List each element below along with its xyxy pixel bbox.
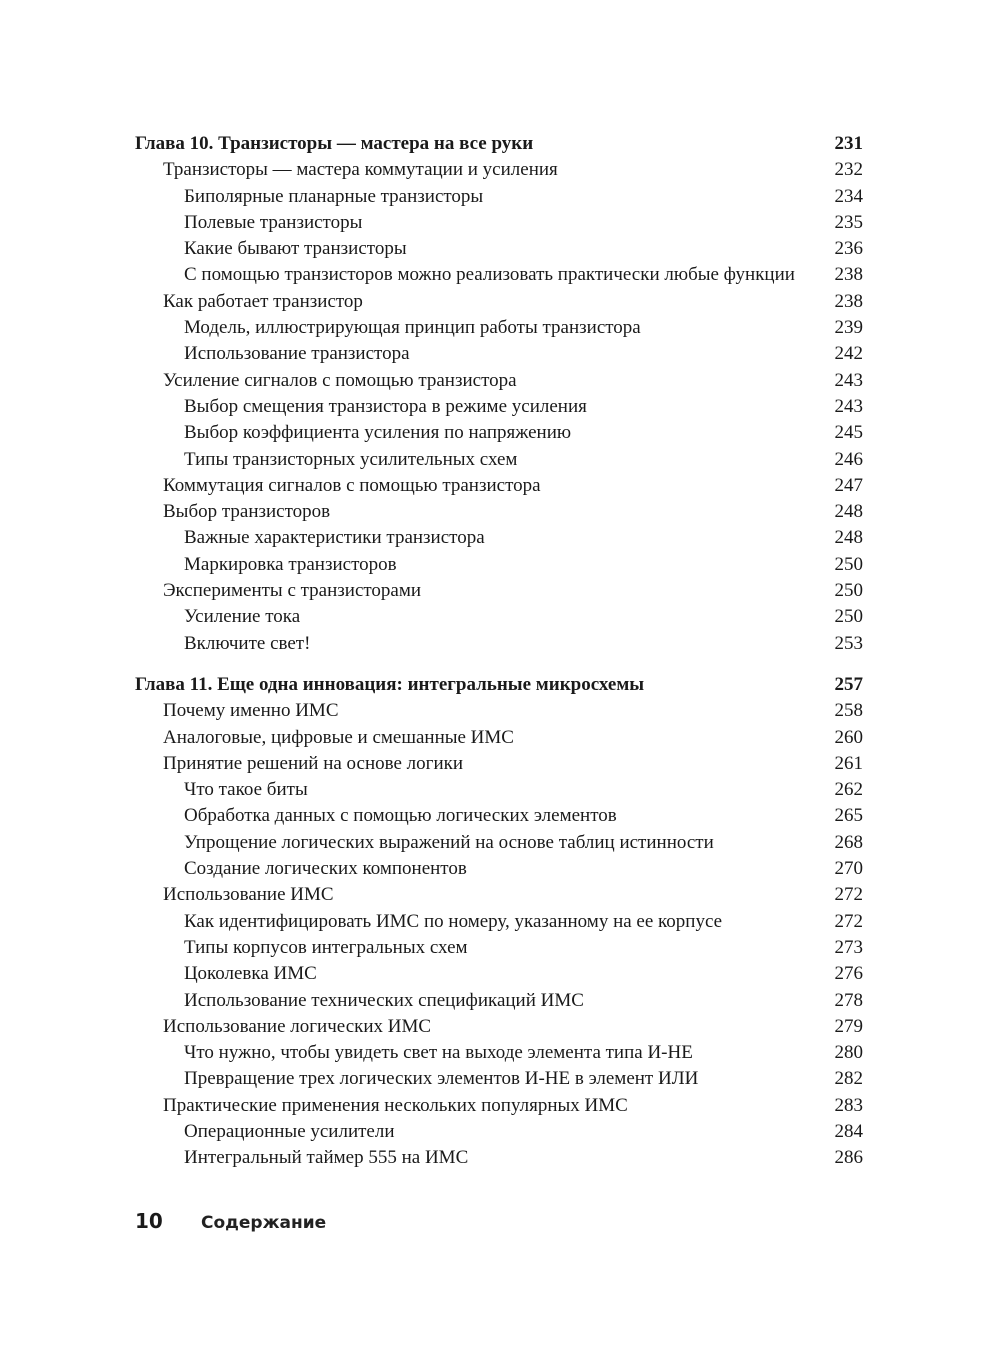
entry-page-number: 232 xyxy=(834,159,863,181)
chapter-title: Глава 10. Транзисторы — мастера на все руки xyxy=(135,133,534,154)
toc-section-entry[interactable] xyxy=(135,698,863,724)
toc-subsection-entry[interactable] xyxy=(135,604,863,630)
toc-subsection-entry[interactable] xyxy=(135,394,863,420)
entry-title: Обработка данных с помощью логических элементов xyxy=(184,805,617,827)
entry-page-number: 250 xyxy=(834,580,863,602)
entry-title: Превращение трех логических элементов И-НЕ в элемент ИЛИ xyxy=(184,1068,699,1090)
entry-title: Интегральный таймер 555 на ИМС xyxy=(184,1147,469,1169)
toc-subsection-entry[interactable] xyxy=(135,909,863,935)
entry-page-number: 268 xyxy=(834,831,863,853)
toc-section-entry[interactable] xyxy=(135,157,863,183)
toc-subsection-entry[interactable] xyxy=(135,447,863,473)
toc-subsection-entry[interactable] xyxy=(135,631,863,657)
toc-section-entry[interactable] xyxy=(135,882,863,908)
entry-page-number: 238 xyxy=(834,264,863,286)
entry-page-number: 283 xyxy=(834,1094,863,1116)
entry-title: Создание логических компонентов xyxy=(184,858,467,880)
entry-page-number: 248 xyxy=(834,501,863,523)
entry-title: Почему именно ИМС xyxy=(163,700,339,722)
entry-title: Выбор смещения транзистора в режиме усиления xyxy=(184,395,587,417)
toc-subsection-entry[interactable] xyxy=(135,210,863,236)
entry-page-number: 243 xyxy=(834,395,863,417)
entry-page-number: 279 xyxy=(834,1015,863,1037)
entry-title: Выбор транзисторов xyxy=(163,501,331,523)
toc-section-entry[interactable] xyxy=(135,473,863,499)
toc-subsection-entry[interactable] xyxy=(135,525,863,551)
chapter-page-number: 231 xyxy=(834,133,863,154)
toc-subsection-entry[interactable] xyxy=(135,935,863,961)
toc-subsection-entry[interactable] xyxy=(135,552,863,578)
toc-subsection-entry[interactable] xyxy=(135,1040,863,1066)
toc-section-entry[interactable] xyxy=(135,725,863,751)
toc-subsection-entry[interactable] xyxy=(135,262,863,288)
chapter-heading[interactable] xyxy=(135,672,863,698)
entry-title: Биполярные планарные транзисторы xyxy=(184,185,484,207)
toc-section-entry[interactable] xyxy=(135,289,863,315)
toc-subsection-entry[interactable] xyxy=(135,1119,863,1145)
entry-title: Эксперименты с транзисторами xyxy=(163,580,422,602)
entry-page-number: 265 xyxy=(834,805,863,827)
toc-subsection-entry[interactable] xyxy=(135,315,863,341)
toc-subsection-entry[interactable] xyxy=(135,961,863,987)
entry-page-number: 234 xyxy=(834,185,863,207)
toc-section-entry[interactable] xyxy=(135,368,863,394)
entry-page-number: 261 xyxy=(834,752,863,774)
toc-subsection-entry[interactable] xyxy=(135,777,863,803)
toc-subsection-entry[interactable] xyxy=(135,341,863,367)
page-number: 10 xyxy=(135,1209,163,1233)
entry-page-number: 276 xyxy=(834,963,863,985)
entry-page-number: 239 xyxy=(834,317,863,339)
entry-page-number: 236 xyxy=(834,238,863,260)
entry-title: Модель, иллюстрирующая принцип работы транзистора xyxy=(184,317,641,339)
toc-section-entry[interactable] xyxy=(135,751,863,777)
entry-title: Что нужно, чтобы увидеть свет на выходе элемента типа И-НЕ xyxy=(184,1042,693,1064)
entry-title: С помощью транзисторов можно реализовать практически любые функции xyxy=(184,264,795,286)
entry-title: Типы транзисторных усилительных схем xyxy=(184,448,518,470)
entry-title: Выбор коэффициента усиления по напряжению xyxy=(184,422,572,444)
entry-title: Аналоговые, цифровые и смешанные ИМС xyxy=(163,726,514,748)
entry-page-number: 243 xyxy=(834,369,863,391)
entry-page-number: 280 xyxy=(834,1042,863,1064)
entry-page-number: 258 xyxy=(834,700,863,722)
toc-subsection-entry[interactable] xyxy=(135,420,863,446)
toc-section-entry[interactable] xyxy=(135,578,863,604)
toc-subsection-entry[interactable] xyxy=(135,184,863,210)
chapter-heading[interactable] xyxy=(135,131,863,157)
entry-title: Как работает транзистор xyxy=(163,290,363,312)
chapter-section xyxy=(135,672,863,1172)
entry-title: Полевые транзисторы xyxy=(184,211,363,233)
entry-page-number: 278 xyxy=(834,989,863,1011)
entry-title: Как идентифицировать ИМС по номеру, указанному на ее корпусе xyxy=(184,910,723,932)
entry-title: Транзисторы — мастера коммутации и усиления xyxy=(163,159,558,181)
entry-title: Усиление сигналов с помощью транзистора xyxy=(163,369,517,391)
entry-title: Упрощение логических выражений на основе таблиц истинности xyxy=(184,831,714,853)
entry-page-number: 260 xyxy=(834,726,863,748)
entry-title: Использование технических спецификаций ИМС xyxy=(184,989,584,1011)
entry-page-number: 250 xyxy=(834,606,863,628)
entry-page-number: 270 xyxy=(834,858,863,880)
entry-title: Использование ИМС xyxy=(163,884,334,906)
running-section-title: Содержание xyxy=(201,1213,327,1233)
entry-page-number: 272 xyxy=(834,884,863,906)
entry-title: Усиление тока xyxy=(184,606,301,628)
entry-page-number: 250 xyxy=(834,553,863,575)
chapter-section xyxy=(135,131,863,657)
toc-subsection-entry[interactable] xyxy=(135,236,863,262)
entry-page-number: 253 xyxy=(834,632,863,654)
entry-page-number: 245 xyxy=(834,422,863,444)
entry-title: Операционные усилители xyxy=(184,1120,395,1142)
table-of-contents xyxy=(135,131,863,1172)
entry-page-number: 282 xyxy=(834,1068,863,1090)
entry-title: Маркировка транзисторов xyxy=(184,553,397,575)
entry-page-number: 242 xyxy=(834,343,863,365)
toc-subsection-entry[interactable] xyxy=(135,1145,863,1171)
entry-title: Что такое биты xyxy=(184,779,308,801)
entry-page-number: 272 xyxy=(834,910,863,932)
entry-page-number: 235 xyxy=(834,211,863,233)
entry-title: Коммутация сигналов с помощью транзистора xyxy=(163,474,541,496)
entry-title: Важные характеристики транзистора xyxy=(184,527,485,549)
toc-section-entry[interactable] xyxy=(135,1093,863,1119)
toc-subsection-entry[interactable] xyxy=(135,988,863,1014)
entry-page-number: 273 xyxy=(834,936,863,958)
entry-title: Включите свет! xyxy=(184,632,311,654)
toc-subsection-entry[interactable] xyxy=(135,1066,863,1092)
entry-page-number: 262 xyxy=(834,779,863,801)
entry-title: Практические применения нескольких популярных ИМС xyxy=(163,1094,628,1116)
entry-page-number: 248 xyxy=(834,527,863,549)
toc-section-entry[interactable] xyxy=(135,499,863,525)
page-footer xyxy=(135,1209,326,1233)
toc-subsection-entry[interactable] xyxy=(135,856,863,882)
entry-page-number: 247 xyxy=(834,474,863,496)
entry-title: Какие бывают транзисторы xyxy=(184,238,407,260)
chapter-title: Глава 11. Еще одна инновация: интегральные микросхемы xyxy=(135,673,645,695)
toc-subsection-entry[interactable] xyxy=(135,803,863,829)
toc-section-entry[interactable] xyxy=(135,1014,863,1040)
entry-page-number: 246 xyxy=(834,448,863,470)
entry-page-number: 284 xyxy=(834,1120,863,1142)
entry-title: Использование логических ИМС xyxy=(163,1015,432,1037)
entry-page-number: 286 xyxy=(834,1147,863,1169)
toc-subsection-entry[interactable] xyxy=(135,830,863,856)
entry-title: Типы корпусов интегральных схем xyxy=(184,936,468,958)
entry-page-number: 238 xyxy=(834,290,863,312)
entry-title: Использование транзистора xyxy=(184,343,410,365)
entry-title: Цоколевка ИМС xyxy=(184,963,317,985)
entry-title: Принятие решений на основе логики xyxy=(163,752,464,774)
chapter-page-number: 257 xyxy=(834,673,863,695)
